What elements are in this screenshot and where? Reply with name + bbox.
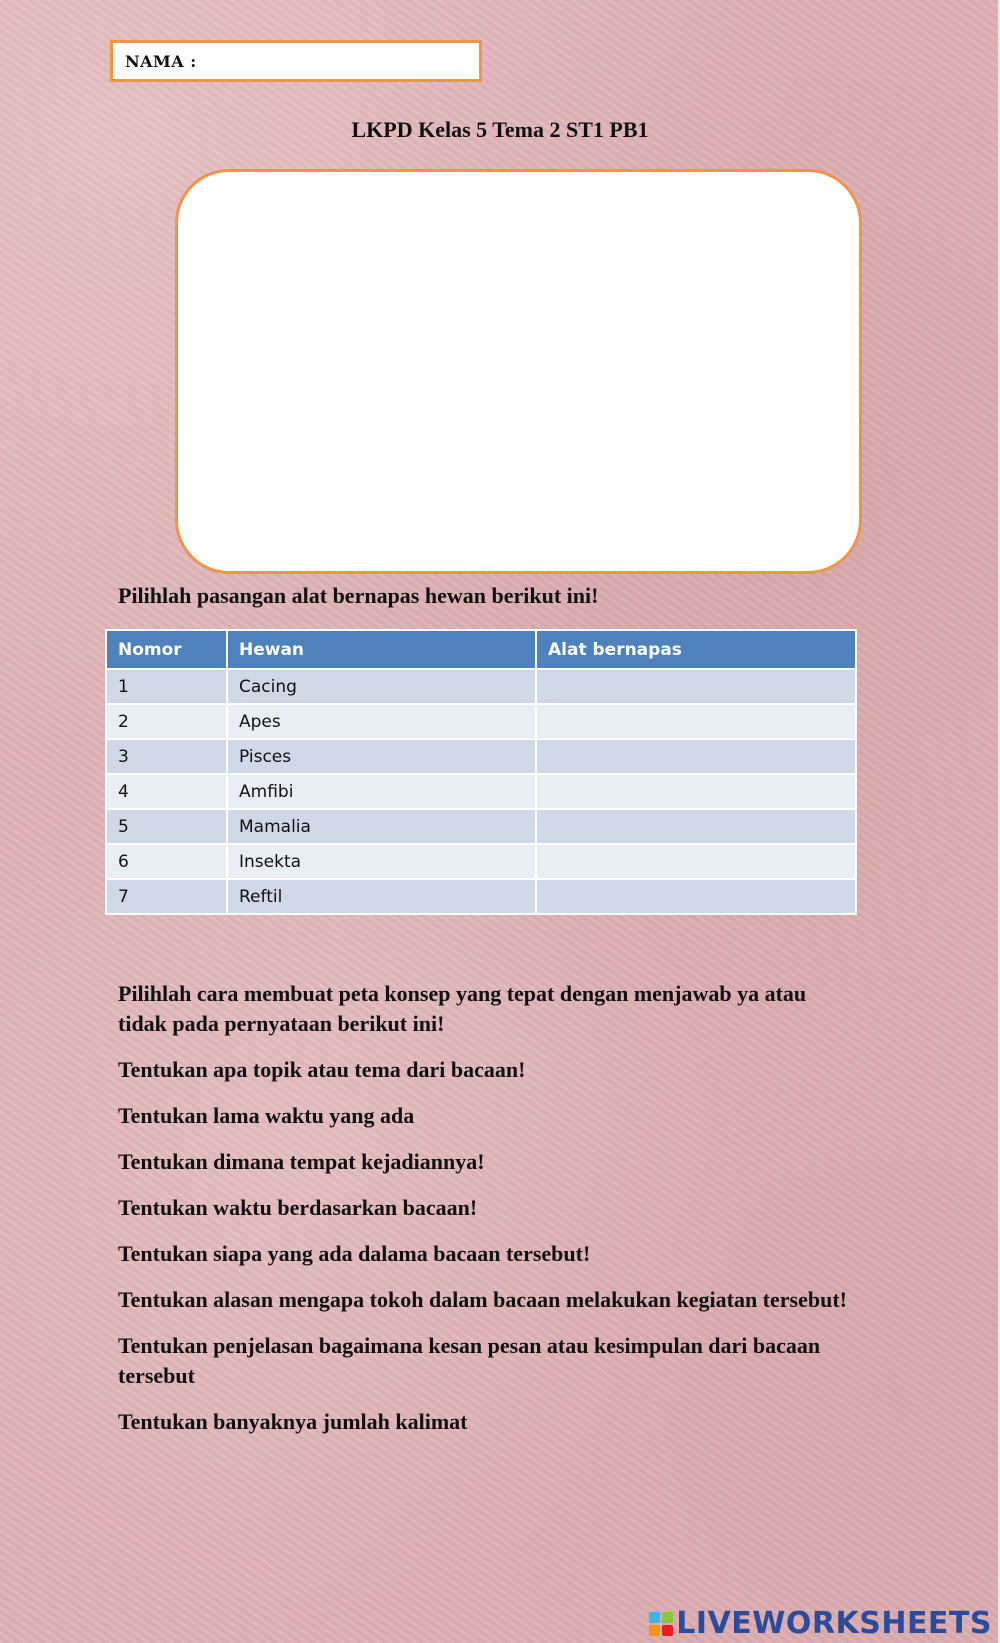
statement-item: Tentukan apa topik atau tema dari bacaan! (118, 1057, 526, 1082)
instruction-concept-map: Pilihlah cara membuat peta konsep yang tepat dengan menjawab ya atau tidak pada pernyataan berikut ini! (118, 981, 807, 1036)
answer-dropdown[interactable] (536, 739, 856, 774)
row-animal: Insekta (227, 844, 536, 879)
row-number: 4 (106, 774, 227, 809)
table-row (106, 879, 856, 914)
answer-dropdown[interactable] (536, 704, 856, 739)
answer-dropdown[interactable] (536, 844, 856, 879)
name-field[interactable] (110, 40, 482, 82)
answer-dropdown[interactable] (536, 669, 856, 704)
table-header-row (106, 630, 856, 669)
table-row (106, 844, 856, 879)
row-number: 7 (106, 879, 227, 914)
row-animal: Reftil (227, 879, 536, 914)
name-label: NAMA : (125, 51, 197, 71)
statement-item: Tentukan alasan mengapa tokoh dalam bacaan melakukan kegiatan tersebut! (118, 1287, 847, 1312)
row-animal: Pisces (227, 739, 536, 774)
table-row (106, 669, 856, 704)
statement-item: Tentukan banyaknya jumlah kalimat (118, 1409, 468, 1434)
brand-text: LIVEWORKSHEETS (676, 1606, 992, 1641)
row-number: 6 (106, 844, 227, 879)
breathing-organ-table (105, 629, 857, 915)
logo-icon (649, 1612, 673, 1636)
statement-item: Tentukan lama waktu yang ada (118, 1103, 415, 1128)
row-number: 1 (106, 669, 227, 704)
row-animal: Apes (227, 704, 536, 739)
row-animal: Amfibi (227, 774, 536, 809)
statement-item: Tentukan penjelasan bagaimana kesan pesan atau kesimpulan dari bacaan tersebut (118, 1333, 821, 1388)
table-row (106, 809, 856, 844)
header-alat-bernapas: Alat bernapas (536, 630, 856, 669)
header-nomor: Nomor (106, 630, 227, 669)
table-row (106, 704, 856, 739)
statement-item: Tentukan siapa yang ada dalama bacaan tersebut! (118, 1241, 591, 1266)
statement-item: Tentukan dimana tempat kejadiannya! (118, 1149, 485, 1174)
liveworksheets-logo (649, 1606, 992, 1641)
answer-dropdown[interactable] (536, 879, 856, 914)
answer-dropdown[interactable] (536, 774, 856, 809)
statement-item: Tentukan waktu berdasarkan bacaan! (118, 1195, 478, 1220)
header-hewan: Hewan (227, 630, 536, 669)
table-row (106, 774, 856, 809)
page-title: LKPD Kelas 5 Tema 2 ST1 PB1 (351, 117, 649, 142)
row-animal: Cacing (227, 669, 536, 704)
row-number: 2 (106, 704, 227, 739)
instruction-table: Pilihlah pasangan alat bernapas hewan berikut ini! (118, 583, 599, 608)
answer-dropdown[interactable] (536, 809, 856, 844)
table-row (106, 739, 856, 774)
image-frame (175, 169, 862, 574)
concept-map-section (118, 979, 858, 1453)
row-number: 5 (106, 809, 227, 844)
row-number: 3 (106, 739, 227, 774)
row-animal: Mamalia (227, 809, 536, 844)
